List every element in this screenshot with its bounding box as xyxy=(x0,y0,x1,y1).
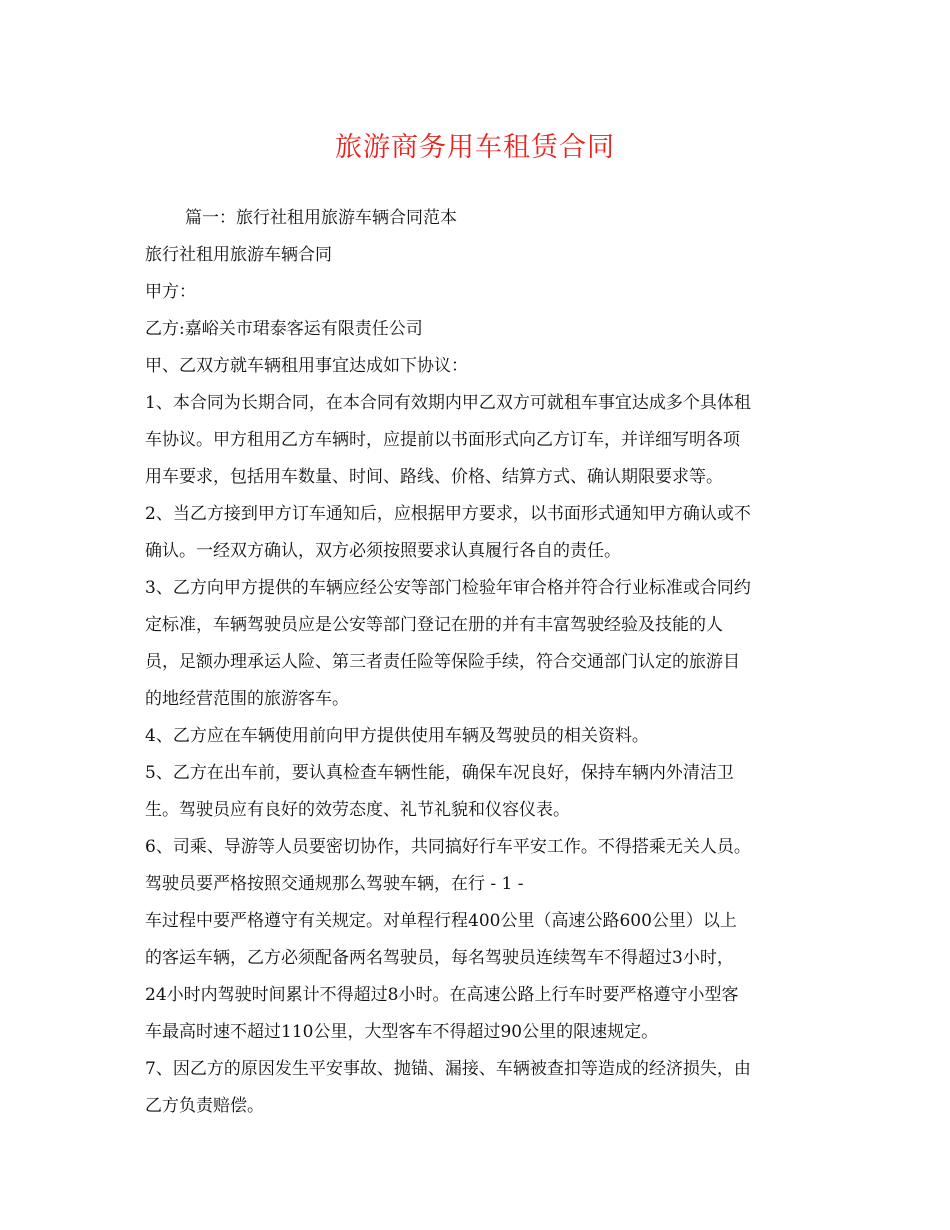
text-line: 的地经营范围的旅游客车。 xyxy=(145,689,349,709)
text-line: 定标准，车辆驾驶员应是公安等部门登记在册的并有丰富驾驶经验及技能的人 xyxy=(145,615,723,635)
text-line: 生。驾驶员应有良好的效劳态度、礼节礼貌和仪容仪表。 xyxy=(145,800,570,820)
text-line: 1、本合同为长期合同，在本合同有效期内甲乙双方可就租车事宜达成多个具体租 xyxy=(145,393,751,413)
section-heading: 篇一：旅行社租用旅游车辆合同范本 xyxy=(185,208,457,228)
text-line: 7、因乙方的原因发生平安事故、抛锚、漏接、车辆被查扣等造成的经济损失，由 xyxy=(145,1059,751,1079)
text-line: 6、司乘、导游等人员要密切协作，共同搞好行车平安工作。不得搭乘无关人员。 xyxy=(145,837,751,857)
text-line: 车协议。甲方租用乙方车辆时，应提前以书面形式向乙方订车，并详细写明各项 xyxy=(145,430,740,450)
text-line: 用车要求，包括用车数量、时间、路线、价格、结算方式、确认期限要求等。 xyxy=(145,467,723,487)
text-line: 5、乙方在出车前，要认真检查车辆性能，确保车况良好，保持车辆内外清洁卫 xyxy=(145,763,734,783)
text-line: 3、乙方向甲方提供的车辆应经公安等部门检验年审合格并符合行业标准或合同约 xyxy=(145,578,751,598)
text-line: 乙方负责赔偿。 xyxy=(145,1096,264,1116)
document-title: 旅游商务用车租赁合同 xyxy=(335,132,615,163)
text-line: 24小时内驾驶时间累计不得超过8小时。在高速公路上行车时要严格遵守小型客 xyxy=(145,985,739,1005)
text-line: 4、乙方应在车辆使用前向甲方提供使用车辆及驾驶员的相关资料。 xyxy=(145,726,649,746)
contract-name: 旅行社租用旅游车辆合同 xyxy=(145,245,332,265)
text-line: 员，足额办理承运人险、第三者责任险等保险手续，符合交通部门认定的旅游目 xyxy=(145,652,740,672)
text-line: 的客运车辆，乙方必须配备两名驾驶员，每名驾驶员连续驾车不得超过3小时， xyxy=(145,948,734,968)
agreement-intro: 甲、乙双方就车辆租用事宜达成如下协议： xyxy=(145,356,468,376)
text-line: 确认。一经双方确认，双方必须按照要求认真履行各自的责任。 xyxy=(145,541,621,561)
text-line: 2、当乙方接到甲方订车通知后，应根据甲方要求，以书面形式通知甲方确认或不 xyxy=(145,504,751,524)
party-b: 乙方:嘉峪关市珺泰客运有限责任公司 xyxy=(145,319,423,339)
document-body xyxy=(145,200,815,1125)
text-line: 驾驶员要严格按照交通规那么驾驶车辆，在行 - 1 - xyxy=(145,874,524,894)
party-a: 甲方： xyxy=(145,282,196,302)
text-line: 车过程中要严格遵守有关规定。对单程行程400公里（高速公路600公里）以上 xyxy=(145,911,737,931)
text-line: 车最高时速不超过110公里，大型客车不得超过90公里的限速规定。 xyxy=(145,1022,659,1042)
